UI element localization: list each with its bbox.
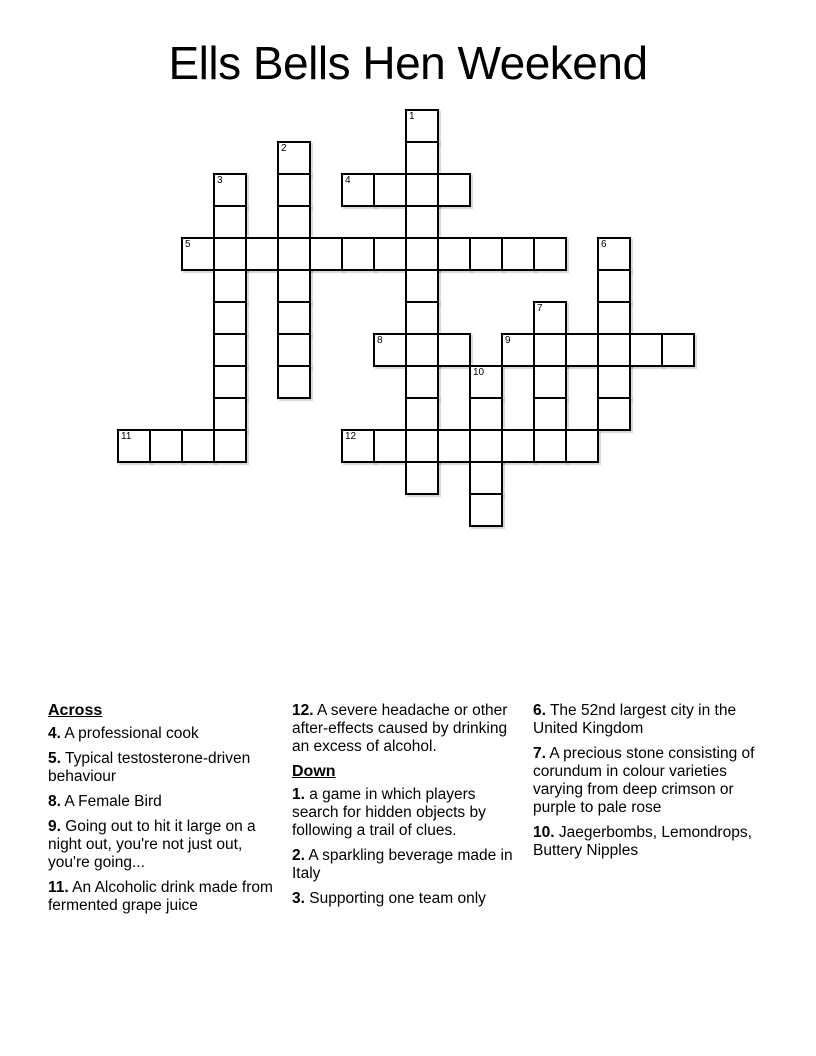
cell-number-4: 4 xyxy=(345,175,351,186)
clue-12: 12. A severe headache or other after-effects caused by drinking an excess of alcohol. xyxy=(292,702,508,755)
clue-number: 12. xyxy=(292,702,314,719)
clue-number: 8. xyxy=(48,793,61,810)
clue-10: 10. Jaegerbombs, Lemondrops, Buttery Nipples xyxy=(533,824,752,859)
clue-7: 7. A precious stone consisting of corundum in colour varieties varying from deep crimson or purple to pale rose xyxy=(533,745,755,816)
cell-number-11: 11 xyxy=(121,431,132,442)
cell-number-1: 1 xyxy=(409,111,415,122)
clue-3: 3. Supporting one team only xyxy=(292,890,486,907)
cell-number-3: 3 xyxy=(217,175,223,186)
clue-number: 6. xyxy=(533,702,546,719)
cell-number-2: 2 xyxy=(281,143,287,154)
clue-column-1 xyxy=(48,702,285,922)
clue-8: 8. A Female Bird xyxy=(48,793,162,810)
clue-1: 1. a game in which players search for hidden objects by following a trail of clues. xyxy=(292,786,486,839)
clue-number: 11. xyxy=(48,879,69,896)
clue-number: 2. xyxy=(292,847,305,864)
cell-number-8: 8 xyxy=(377,335,383,346)
cell-number-9: 9 xyxy=(505,335,511,346)
clue-6: 6. The 52nd largest city in the United Kingdom xyxy=(533,702,737,737)
cell-number-6: 6 xyxy=(601,239,607,250)
clue-number: 3. xyxy=(292,890,305,907)
clue-5: 5. Typical testosterone-driven behaviour xyxy=(48,750,251,785)
clue-column-2 xyxy=(292,702,523,915)
clue-4: 4. A professional cook xyxy=(48,725,199,742)
clue-number: 1. xyxy=(292,786,305,803)
clues-heading-down: Down xyxy=(292,763,336,780)
clue-number: 5. xyxy=(48,750,61,767)
clue-column-3 xyxy=(533,702,764,867)
cell-number-10: 10 xyxy=(473,367,485,378)
cell-number-7: 7 xyxy=(537,303,543,314)
clue-number: 4. xyxy=(48,725,61,742)
clue-number: 9. xyxy=(48,818,61,835)
clue-9: 9. Going out to hit it large on a night out, you're not just out, you're going... xyxy=(48,818,256,871)
cell-number-12: 12 xyxy=(345,431,357,442)
clue-2: 2. A sparkling beverage made in Italy xyxy=(292,847,513,882)
clue-11: 11. An Alcoholic drink made from fermented grape juice xyxy=(48,879,273,914)
clue-number: 10. xyxy=(533,824,555,841)
page-title: Ells Bells Hen Weekend xyxy=(168,37,648,89)
clue-number: 7. xyxy=(533,745,546,762)
clues-heading-across: Across xyxy=(48,702,103,719)
cell-number-5: 5 xyxy=(185,239,191,250)
